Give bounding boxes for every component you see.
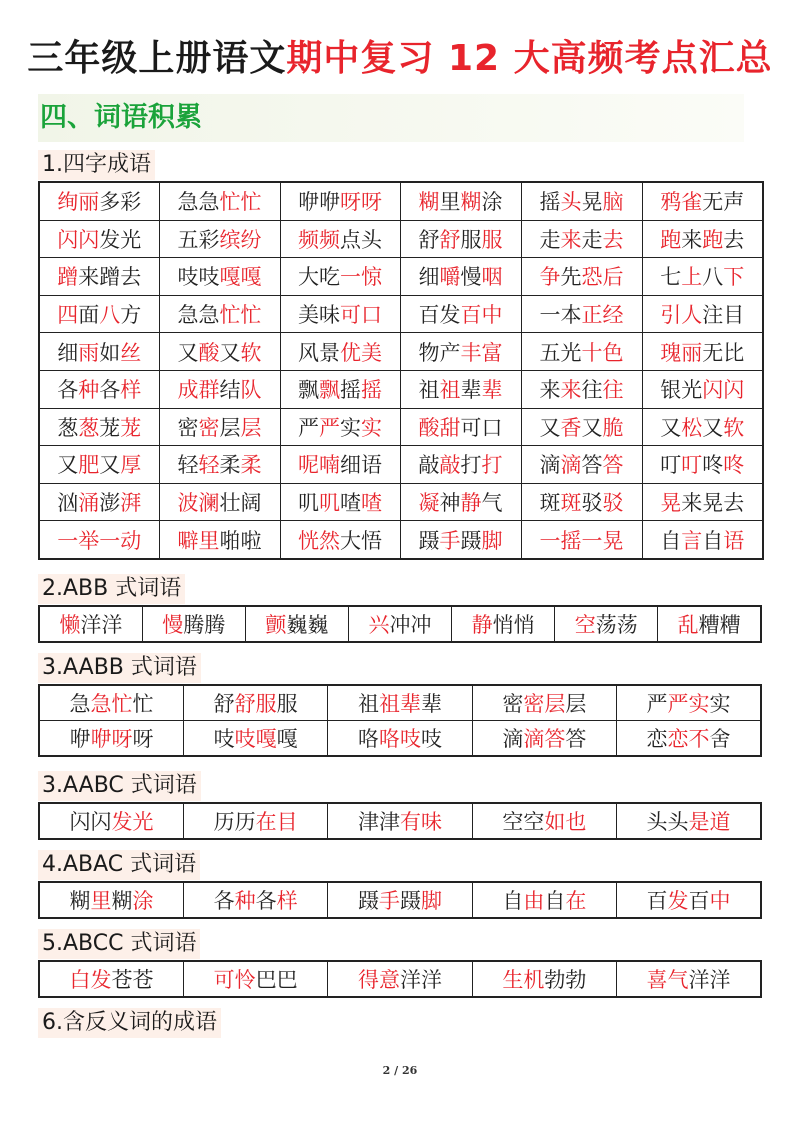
- abcc-cell: 得意洋洋: [328, 961, 472, 997]
- table-row: [39, 521, 763, 559]
- idiom4-cell: 美味可口: [280, 295, 400, 333]
- idiom4-cell: 急急忙忙: [159, 182, 280, 220]
- idiom4-cell: 争先恐后: [521, 258, 642, 296]
- abb-cell: 空荡荡: [555, 606, 658, 642]
- abac-cell: 糊里糊涂: [39, 882, 183, 918]
- idiom4-cell: 飘飘摇摇: [280, 370, 400, 408]
- table-row: [39, 295, 763, 333]
- table-row: [39, 258, 763, 296]
- idiom4-cell: 叽叽喳喳: [280, 483, 400, 521]
- aabb-cell: 滴滴答答: [472, 721, 616, 757]
- idiom4-cell: 百发百中: [400, 295, 521, 333]
- idiom4-cell: 一摇一晃: [521, 521, 642, 559]
- table-row: [39, 606, 761, 642]
- idiom4-cell: 晃来晃去: [642, 483, 763, 521]
- idiom4-cell: 风景优美: [280, 333, 400, 371]
- idiom4-cell: 严严实实: [280, 408, 400, 446]
- idiom4-cell: 噼里啪啦: [159, 521, 280, 559]
- heading-aabc: 3.AABC 式词语: [38, 771, 201, 801]
- idiom4-cell: 酸甜可口: [400, 408, 521, 446]
- aabc-cell: 津津有味: [328, 803, 472, 839]
- aabb-cell: 咿咿呀呀: [39, 721, 183, 757]
- idiom4-cell: 蹑手蹑脚: [400, 521, 521, 559]
- idiom4-cell: 舒舒服服: [400, 220, 521, 258]
- idiom4-cell: 凝神静气: [400, 483, 521, 521]
- idiom4-cell: 绚丽多彩: [39, 182, 159, 220]
- idiom4-cell: 恍然大悟: [280, 521, 400, 559]
- idiom4-cell: 瑰丽无比: [642, 333, 763, 371]
- idiom4-cell: 各种各样: [39, 370, 159, 408]
- page-title: [0, 30, 800, 81]
- idiom4-cell: 一本正经: [521, 295, 642, 333]
- heading-idioms4: 1.四字成语: [38, 150, 155, 180]
- heading-abac: 4.ABAC 式词语: [38, 850, 200, 880]
- page-number: 2 / 26: [382, 1064, 418, 1077]
- aabc-cell: 空空如也: [472, 803, 616, 839]
- idiom4-cell: 四面八方: [39, 295, 159, 333]
- idiom4-cell: 又松又软: [642, 408, 763, 446]
- table-row: [39, 333, 763, 371]
- aabb-table: [38, 684, 762, 757]
- idiom4-cell: 自言自语: [642, 521, 763, 559]
- idiom4-cell: 七上八下: [642, 258, 763, 296]
- title-red: 期中复习 12 大高频考点汇总: [286, 38, 773, 79]
- idiom4-cell: 轻轻柔柔: [159, 446, 280, 484]
- idiom4-cell: 密密层层: [159, 408, 280, 446]
- aabb-cell: 严严实实: [617, 685, 761, 721]
- table-row: [39, 882, 761, 918]
- idiom4-cell: 五彩缤纷: [159, 220, 280, 258]
- idiom4-cell: 来来往往: [521, 370, 642, 408]
- idiom4-cell: 五光十色: [521, 333, 642, 371]
- abac-cell: 自由自在: [472, 882, 616, 918]
- aabb-cell: 吱吱嘎嘎: [183, 721, 327, 757]
- table-row: [39, 721, 761, 757]
- aabb-cell: 祖祖辈辈: [328, 685, 472, 721]
- abcc-cell: 喜气洋洋: [617, 961, 761, 997]
- table-row: [39, 408, 763, 446]
- abb-cell: 静悄悄: [452, 606, 555, 642]
- table-row: [39, 961, 761, 997]
- idiom4-cell: 一举一动: [39, 521, 159, 559]
- idiom4-cell: 走来走去: [521, 220, 642, 258]
- idiom4-cell: 摇头晃脑: [521, 182, 642, 220]
- aabb-cell: 恋恋不舍: [617, 721, 761, 757]
- section-heading: [38, 94, 744, 142]
- aabb-cell: 舒舒服服: [183, 685, 327, 721]
- idiom4-cell: 银光闪闪: [642, 370, 763, 408]
- idiom4-cell: 细雨如丝: [39, 333, 159, 371]
- table-row: [39, 685, 761, 721]
- idiom4-cell: 敲敲打打: [400, 446, 521, 484]
- abcc-cell: 可怜巴巴: [183, 961, 327, 997]
- aabc-table: [38, 802, 762, 840]
- idiom4-cell: 呢喃细语: [280, 446, 400, 484]
- idiom4-cell: 又酸又软: [159, 333, 280, 371]
- idiom4-cell: 细嚼慢咽: [400, 258, 521, 296]
- aabb-cell: 急急忙忙: [39, 685, 183, 721]
- idiom4-cell: 频频点头: [280, 220, 400, 258]
- abb-cell: 懒洋洋: [39, 606, 142, 642]
- idiom4-cell: 大吃一惊: [280, 258, 400, 296]
- abcc-table: [38, 960, 762, 998]
- abac-cell: 百发百中: [617, 882, 761, 918]
- aabc-cell: 头头是道: [617, 803, 761, 839]
- heading-aabb: 3.AABB 式词语: [38, 653, 201, 683]
- table-row: [39, 483, 763, 521]
- table-row: [39, 220, 763, 258]
- abac-cell: 蹑手蹑脚: [328, 882, 472, 918]
- aabc-cell: 闪闪发光: [39, 803, 183, 839]
- abb-cell: 慢腾腾: [142, 606, 245, 642]
- idiom4-cell: 斑斑驳驳: [521, 483, 642, 521]
- abb-table: [38, 605, 762, 643]
- idiom4-cell: 吱吱嘎嘎: [159, 258, 280, 296]
- idiom4-cell: 跑来跑去: [642, 220, 763, 258]
- abac-table: [38, 881, 762, 919]
- idiom4-cell: 葱葱茏茏: [39, 408, 159, 446]
- idiom4-cell: 又肥又厚: [39, 446, 159, 484]
- aabc-cell: 历历在目: [183, 803, 327, 839]
- aabb-cell: 咯咯吱吱: [328, 721, 472, 757]
- idiom4-cell: 叮叮咚咚: [642, 446, 763, 484]
- idiom4-cell: 成群结队: [159, 370, 280, 408]
- idiom4-cell: 汹涌澎湃: [39, 483, 159, 521]
- table-row: [39, 446, 763, 484]
- abb-cell: 兴冲冲: [348, 606, 451, 642]
- idiom4-cell: 糊里糊涂: [400, 182, 521, 220]
- idiom4-cell: 滴滴答答: [521, 446, 642, 484]
- table-row: [39, 803, 761, 839]
- idiom4-cell: 急急忙忙: [159, 295, 280, 333]
- abcc-cell: 白发苍苍: [39, 961, 183, 997]
- heading-abcc: 5.ABCC 式词语: [38, 929, 200, 959]
- idiom4-cell: 波澜壮阔: [159, 483, 280, 521]
- table-row: [39, 182, 763, 220]
- idiom4-cell: 咿咿呀呀: [280, 182, 400, 220]
- table-row: [39, 370, 763, 408]
- section-title: 四、词语积累: [40, 102, 202, 133]
- idiom4-cell: 又香又脆: [521, 408, 642, 446]
- idiom4-cell: 鸦雀无声: [642, 182, 763, 220]
- idioms4-table: [38, 181, 764, 560]
- idiom4-cell: 闪闪发光: [39, 220, 159, 258]
- aabb-cell: 密密层层: [472, 685, 616, 721]
- abb-cell: 颤巍巍: [245, 606, 348, 642]
- heading-antonym: 6.含反义词的成语: [38, 1008, 221, 1038]
- abcc-cell: 生机勃勃: [472, 961, 616, 997]
- idiom4-cell: 物产丰富: [400, 333, 521, 371]
- idiom4-cell: 引人注目: [642, 295, 763, 333]
- idiom4-cell: 蹭来蹭去: [39, 258, 159, 296]
- title-black: 三年级上册语文: [27, 38, 287, 79]
- abac-cell: 各种各样: [183, 882, 327, 918]
- idiom4-cell: 祖祖辈辈: [400, 370, 521, 408]
- heading-abb: 2.ABB 式词语: [38, 574, 185, 604]
- abb-cell: 乱糟糟: [658, 606, 761, 642]
